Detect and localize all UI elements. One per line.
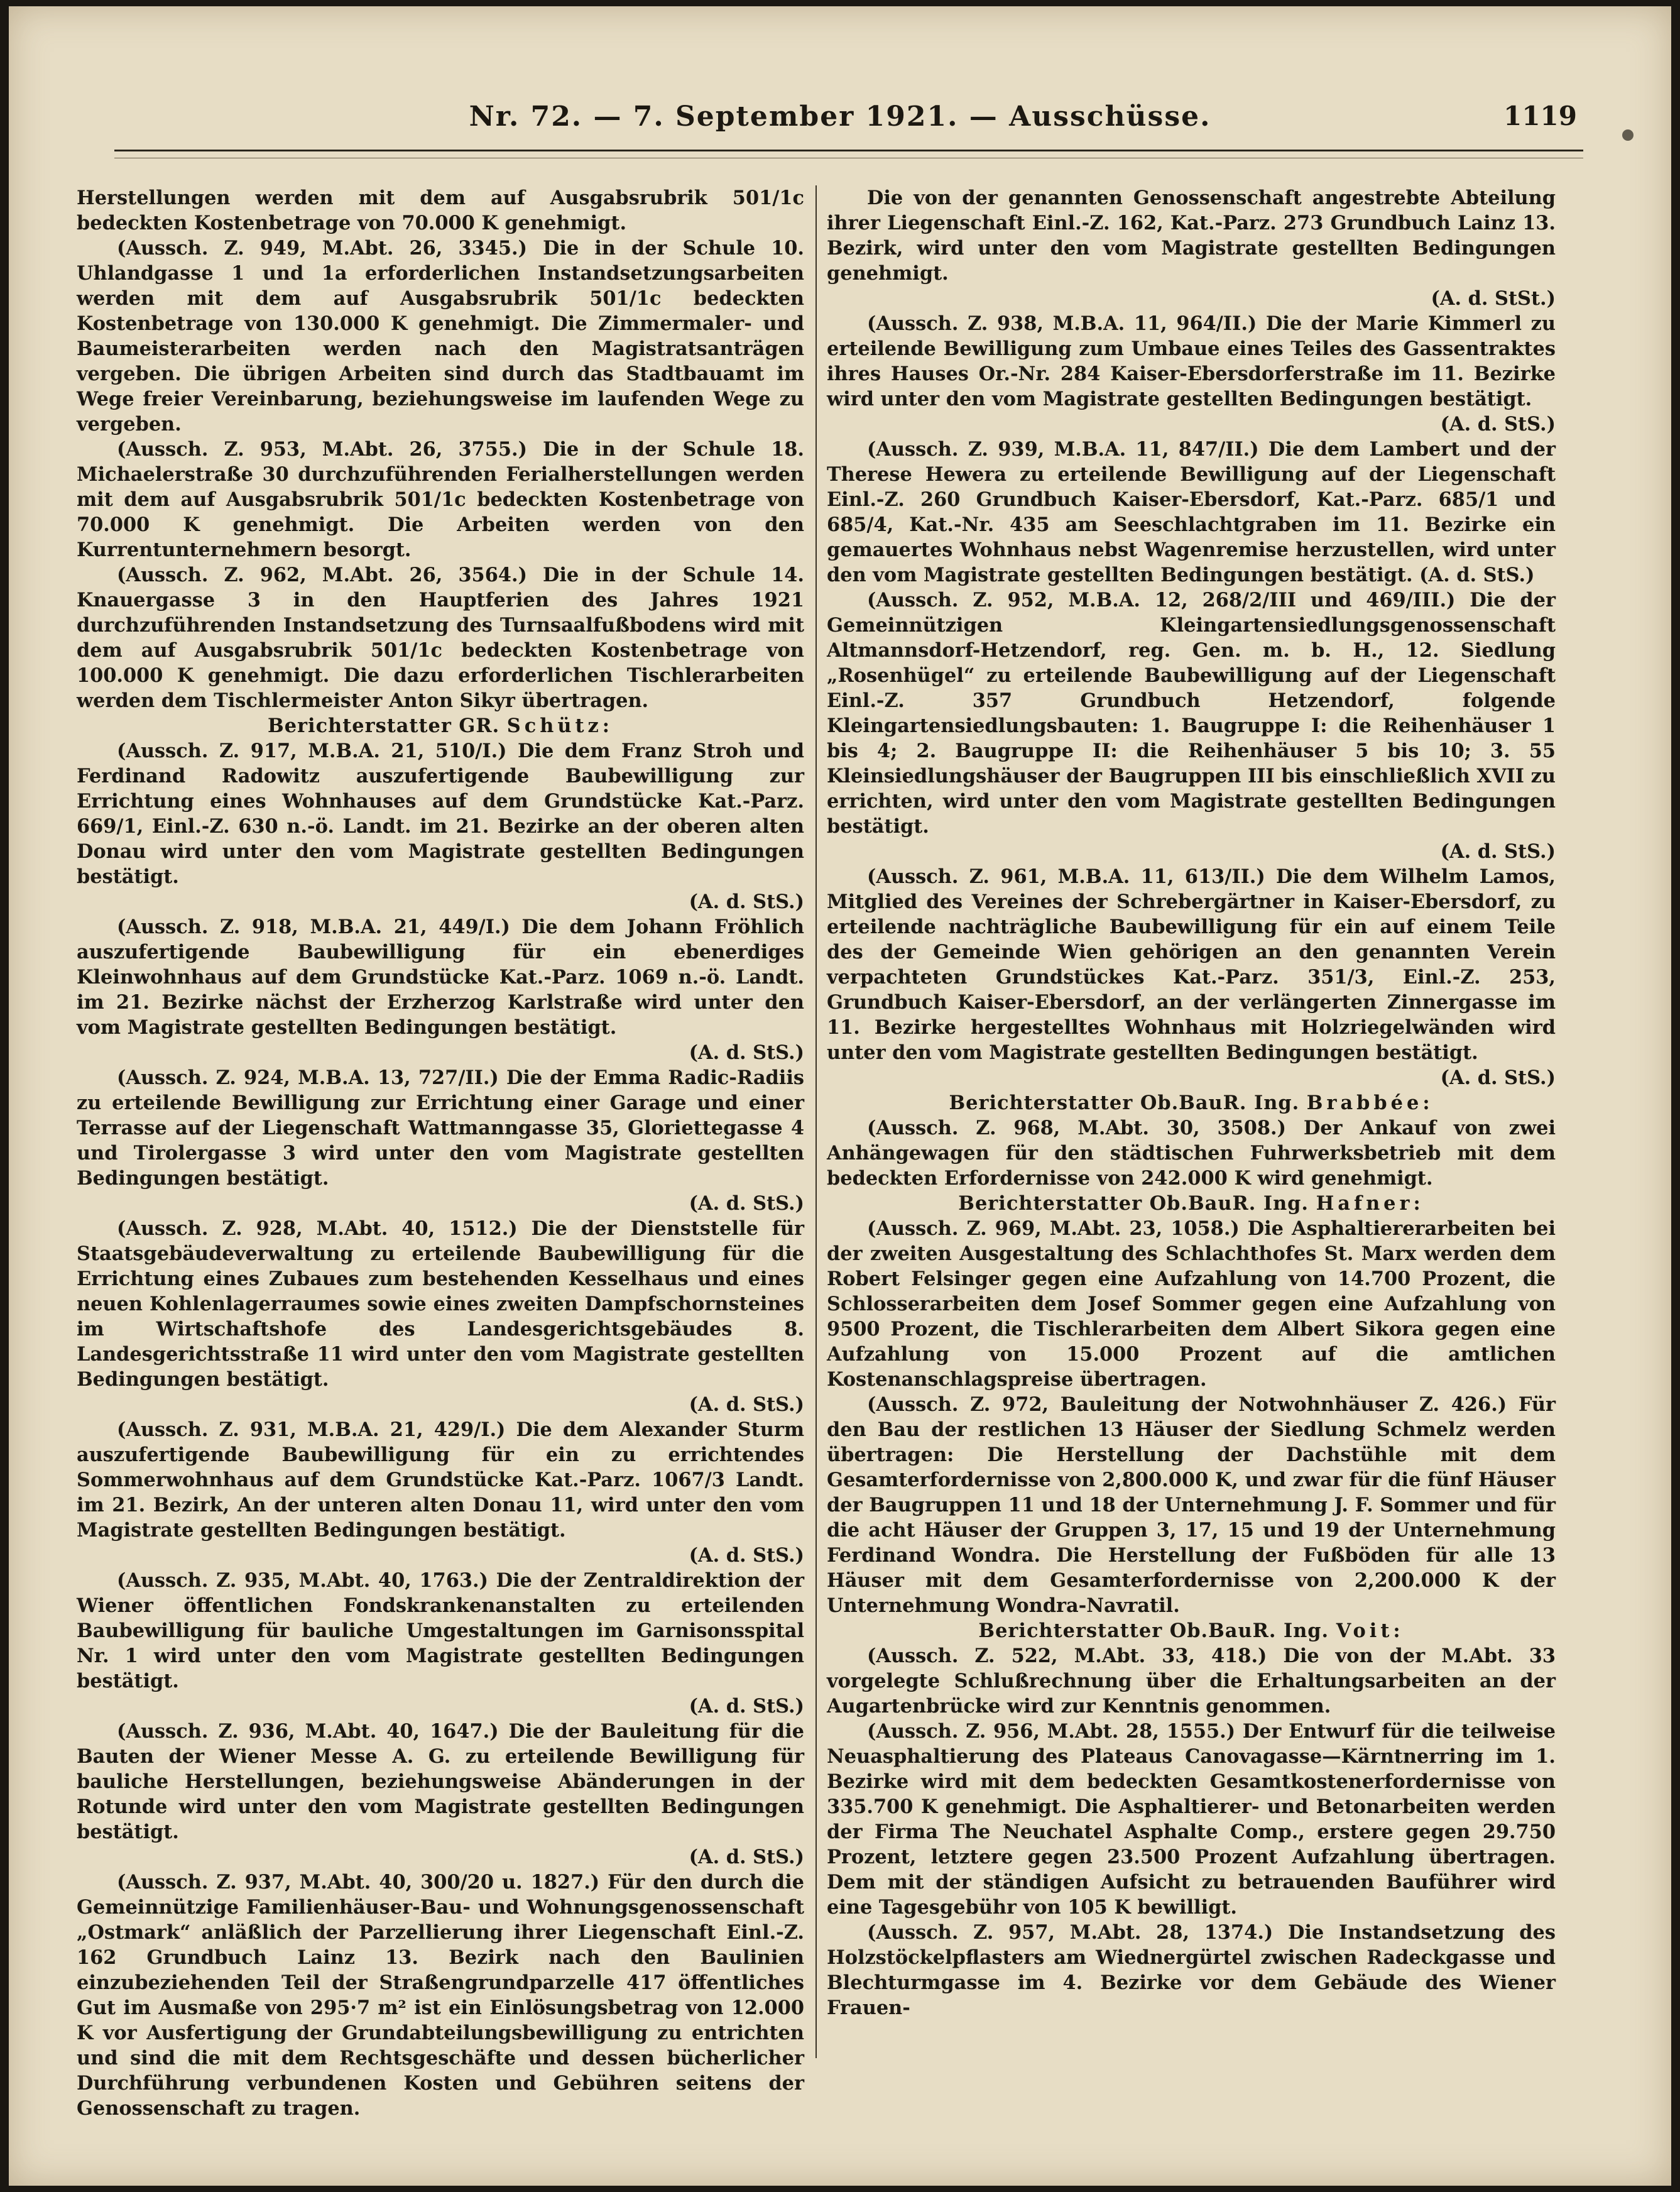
signature-mark: (A. d. StS.) (689, 1192, 804, 1215)
left-column (77, 185, 804, 2120)
reporter-heading (827, 1618, 1556, 1643)
signature-mark: (A. d. StS.) (689, 1846, 804, 1868)
page-number: 1119 (1503, 101, 1577, 131)
signature-mark: (A. d. StS.) (689, 1544, 804, 1567)
paragraph: (Aussch. Z. 522, M.Abt. 33, 418.) Die von der M.Abt. 33 vorgelegte Schlußrechnung über die Erhaltungsarbeiten an der Augartenbrücke wird zur Kenntnis genommen. (827, 1645, 1556, 1718)
paragraph: Herstellungen werden mit dem auf Ausgabsrubrik 501/1c bedeckten Kostenbetrage von 70.000 K genehmigt. (77, 187, 804, 234)
paragraph: (Aussch. Z. 936, M.Abt. 40, 1647.) Die der Bauleitung für die Bauten der Wiener Messe A. G. zu erteilende Bewilligung für bauliche Herstellungen, beziehungsweise Abänderungen in der Rotunde wird unter den vom Magistrate gestellten Bedingungen bestätigt. (77, 1720, 804, 1843)
reporter-title: Berichterstatter Ob.BauR. Ing. (978, 1619, 1336, 1642)
paragraph: (Aussch. Z. 957, M.Abt. 28, 1374.) Die Instandsetzung des Holzstöckelpflasters am Wiednergürtel zwischen Radeckgasse und Blechturmgasse im 4. Bezirke vor dem Gebäude des Wiener Frauen- (827, 1921, 1556, 2019)
signature-mark: (A. d. StS.) (1440, 1066, 1556, 1089)
header-rule (114, 150, 1583, 158)
paragraph: (Aussch. Z. 931, M.B.A. 21, 429/I.) Die dem Alexander Sturm auszufertigende Baubewilligung für ein zu errichtendes Sommerwohnhaus auf dem Grundstücke Kat.-Parz. 1067/3 Landt. im 21. Bezirk, An der unteren alten Donau 11, wird unter den vom Magistrate gestellten Bedingungen bestätigt. (77, 1418, 804, 1542)
reporter-name: Schütz: (506, 715, 613, 737)
reporter-heading (77, 713, 804, 738)
paragraph: (Aussch. Z. 918, M.B.A. 21, 449/I.) Die dem Johann Fröhlich auszufertigende Baubewilligung für ein ebenerdiges Kleinwohnhaus auf dem Grundstücke Kat.-Parz. 1069 n.-ö. Landt. im 21. Bezirke nächst der Erzherzog Karlstraße wird unter den vom Magistrate gestellten Bedingungen bestätigt. (77, 916, 804, 1039)
column-divider (815, 185, 817, 2058)
reporter-name: Hafner: (1316, 1192, 1424, 1215)
paragraph: (Aussch. Z. 939, M.B.A. 11, 847/II.) Die dem Lambert und der Therese Hewera zu erteilende Bewilligung auf der Liegenschaft Einl.-Z. 260 Grundbuch Kaiser-Ebersdorf, Kat.-Parz. 685/1 und 685/4, Kat.-Nr. 435 am Seeschlachtgraben im 11. Bezirke ein gemauertes Wohnhaus nebst Wagenremise herzustellen, wird unter den vom Magistrate gestellten Bedingungen bestätigt. (A. d. StS.) (827, 438, 1556, 586)
paragraph: (Aussch. Z. 937, M.Abt. 40, 300/20 u. 1827.) Für den durch die Gemeinnützige Familienhäuser-Bau- und Wohnungsgenossenschaft „Ostmark“ anläßlich der Parzellierung ihrer Liegenschaft Einl.-Z. 162 Grundbuch Lainz 13. Bezirk nach den Baulinien einzubeziehenden Teil der Straßengrundparzelle 417 öffentliches Gut im Ausmaße von 295·7 m² ist ein Einlösungsbetrag von 12.000 K vor Ausfertigung der Grundabteilungsbewilligung zu entrichten und sind die mit dem Rechtsgeschäfte und dessen bücherlicher Durchführung verbundenen Kosten und Gebühren seitens der Genossenschaft zu tragen. (77, 1871, 804, 2120)
signature-mark: (A. d. StS.) (689, 890, 804, 913)
paragraph: (Aussch. Z. 928, M.Abt. 40, 1512.) Die der Dienststelle für Staatsgebäudeverwaltung zu erteilende Baubewilligung für die Errichtung eines Zubaues zum bestehenden Kesselhaus und eines neuen Kohlenlagerraumes sowie eines zweiten Dampfschornsteines im Wirtschaftshofe des Landesgerichtsgebäudes 8. Landesgerichtsstraße 11 wird unter den vom Magistrate gestellten Bedingungen bestätigt. (77, 1217, 804, 1391)
signature-mark: (A. d. StS.) (689, 1041, 804, 1064)
signature-mark: (A. d. StS.) (689, 1695, 804, 1718)
signature-mark: (A. d. StS.) (1440, 413, 1556, 436)
paragraph: (Aussch. Z. 968, M.Abt. 30, 3508.) Der Ankauf von zwei Anhängewagen für den städtischen Fuhrwerksbetrieb mit dem bedeckten Erfordernisse von 242.000 K wird genehmigt. (827, 1117, 1556, 1190)
paragraph: (Aussch. Z. 917, M.B.A. 21, 510/I.) Die dem Franz Stroh und Ferdinand Radowitz auszufertigende Baubewilligung zur Errichtung eines Wohnhauses auf dem Grundstücke Kat.-Parz. 669/1, Einl.-Z. 630 n.-ö. Landt. im 21. Bezirke an der oberen alten Donau wird unter den vom Magistrate gestellten Bedingungen bestätigt. (77, 740, 804, 888)
reporter-heading (827, 1090, 1556, 1115)
paragraph: (Aussch. Z. 962, M.Abt. 26, 3564.) Die in der Schule 14. Knauergasse 3 in den Hauptferien des Jahres 1921 durchzuführenden Instandsetzung des Turnsaalfußbodens wird mit dem auf Ausgabsrubrik 501/1c bedeckten Kostenbetrage von 100.000 K genehmigt. Die dazu erforderlichen Tischlerarbeiten werden dem Tischlermeister Anton Sikyr übertragen. (77, 564, 804, 712)
reporter-name: Brabbée: (1306, 1092, 1434, 1114)
reporter-name: Voit: (1336, 1619, 1404, 1642)
paragraph: (Aussch. Z. 956, M.Abt. 28, 1555.) Der Entwurf für die teilweise Neuasphaltierung des Plateaus Canovagasse—Kärntnerring im 1. Bezirke wird mit dem bedeckten Gesamtkostenerfordernisse von 335.700 K genehmigt. Die Asphaltierer- und Betonarbeiten werden der Firma The Neuchatel Asphalte Comp., erstere gegen 29.750 Prozent, letztere gegen 23.500 Prozent Aufzahlung übertragen. Dem mit der ständigen Aufsicht zu betrauenden Bauführer wird eine Tagesgebühr von 105 K bewilligt. (827, 1720, 1556, 1919)
paragraph: Die von der genannten Genossenschaft angestrebte Abteilung ihrer Liegenschaft Einl.-Z. 162, Kat.-Parz. 273 Grundbuch Lainz 13. Bezirk, wird unter den vom Magistrate gestellten Bedingungen genehmigt. (827, 187, 1556, 285)
paragraph: (Aussch. Z. 952, M.B.A. 12, 268/2/III und 469/III.) Die der Gemeinnützigen Kleingartensiedlungsgenossenschaft Altmannsdorf-Hetzendorf, reg. Gen. m. b. H., 12. Siedlung „Rosenhügel“ zu erteilende Baubewilligung auf der Liegenschaft Einl.-Z. 357 Grundbuch Hetzendorf, folgende Kleingartensiedlungsbauten: 1. Baugruppe I: die Reihenhäuser 1 bis 4; 2. Baugruppe II: die Reihenhäuser 5 bis 10; 3. 55 Kleinsiedlungshäuser der Baugruppen III bis einschließlich XVII zu errichten, wird unter den vom Magistrate gestellten Bedingungen bestätigt. (827, 589, 1556, 838)
paragraph: (Aussch. Z. 969, M.Abt. 23, 1058.) Die Asphaltiererarbeiten bei der zweiten Ausgestaltung des Schlachthofes St. Marx werden dem Robert Felsinger gegen eine Aufzahlung von 14.700 Prozent, die Schlosserarbeiten dem Josef Sommer gegen eine Aufzahlung von 9500 Prozent, die Tischlerarbeiten dem Albert Sikora gegen eine Aufzahlung von 15.000 Prozent auf die amtlichen Kostenanschlagspreise übertragen. (827, 1217, 1556, 1391)
signature-mark: (A. d. StS.) (1440, 840, 1556, 863)
paragraph: (Aussch. Z. 935, M.Abt. 40, 1763.) Die der Zentraldirektion der Wiener öffentlichen Fondskrankenanstalten zu erteilenden Baubewilligung für bauliche Umgestaltungen im Garnisonsspital Nr. 1 wird unter den vom Magistrate gestellten Bedingungen bestätigt. (77, 1569, 804, 1692)
page-title: Nr. 72. — 7. September 1921. — Ausschüsse. (469, 101, 1211, 133)
paragraph: (Aussch. Z. 961, M.B.A. 11, 613/II.) Die dem Wilhelm Lamos, Mitglied des Vereines der Schrebergärtner in Kaiser-Ebersdorf, zu erteilende nachträgliche Baubewilligung für ein auf einem Teile des der Gemeinde Wien gehörigen an den genannten Verein verpachteten Grundstückes Kat.-Parz. 351/3, Einl.-Z. 253, Grundbuch Kaiser-Ebersdorf, an der verlängerten Zinnergasse im 11. Bezirke hergestelltes Wohnhaus mit Holzriegelwänden wird unter den vom Magistrate gestellten Bedingungen bestätigt. (827, 865, 1556, 1064)
signature-mark: (A. d. StS.) (689, 1393, 804, 1416)
paragraph: (Aussch. Z. 924, M.B.A. 13, 727/II.) Die der Emma Radic-Radiis zu erteilende Bewilligung zur Errichtung einer Garage und einer Terrasse auf der Liegenschaft Wattmanngasse 35, Gloriettegasse 4 und Tirolergasse 3 wird unter den vom Magistrate gestellten Bedingungen bestätigt. (77, 1066, 804, 1190)
page-header (9, 101, 1671, 145)
newspaper-page (9, 6, 1671, 2186)
reporter-heading (827, 1191, 1556, 1216)
reporter-title: Berichterstatter Ob.BauR. Ing. (958, 1192, 1316, 1215)
right-column (827, 185, 1556, 2096)
signature-mark: (A. d. StSt.) (1431, 287, 1556, 310)
reporter-title: Berichterstatter Ob.BauR. Ing. (949, 1092, 1307, 1114)
paragraph: (Aussch. Z. 953, M.Abt. 26, 3755.) Die in der Schule 18. Michaelerstraße 30 durchzuführenden Ferialherstellungen werden mit dem auf Ausgabsrubrik 501/1c bedeckten Kostenbetrage von 70.000 K genehmigt. Die Arbeiten werden von den Kurrentunternehmern besorgt. (77, 438, 804, 561)
paragraph: (Aussch. Z. 938, M.B.A. 11, 964/II.) Die der Marie Kimmerl zu erteilende Bewilligung zum Umbaue eines Teiles des Gassentraktes ihres Hauses Or.-Nr. 284 Kaiser-Ebersdorferstraße im 11. Bezirke wird unter den vom Magistrate gestellten Bedingungen bestätigt. (827, 312, 1556, 410)
paragraph: (Aussch. Z. 949, M.Abt. 26, 3345.) Die in der Schule 10. Uhlandgasse 1 und 1a erforderlichen Instandsetzungsarbeiten werden mit dem auf Ausgabsrubrik 501/1c bedeckten Kostenbetrage von 130.000 K genehmigt. Die Zimmermaler- und Baumeisterarbeiten werden nach den Magistratsanträgen vergeben. Die übrigen Arbeiten sind durch das Stadtbauamt im Wege freier Vereinbarung, beziehungsweise im laufenden Wege zu vergeben. (77, 237, 804, 436)
paragraph: (Aussch. Z. 972, Bauleitung der Notwohnhäuser Z. 426.) Für den Bau der restlichen 13 Häuser der Siedlung Schmelz werden übertragen: Die Herstellung der Dachstühle mit dem Gesamterfordernisse von 2,800.000 K, und zwar für die fünf Häuser der Baugruppen 11 und 18 der Unternehmung J. F. Sommer und für die acht Häuser der Gruppen 3, 17, 15 und 19 der Unternehmung Ferdinand Wondra. Die Herstellung der Fußböden für alle 13 Häuser mit dem Gesamterfordernisse von 2,200.000 K der Unternehmung Wondra-Navratil. (827, 1393, 1556, 1617)
reporter-title: Berichterstatter GR. (268, 715, 507, 737)
